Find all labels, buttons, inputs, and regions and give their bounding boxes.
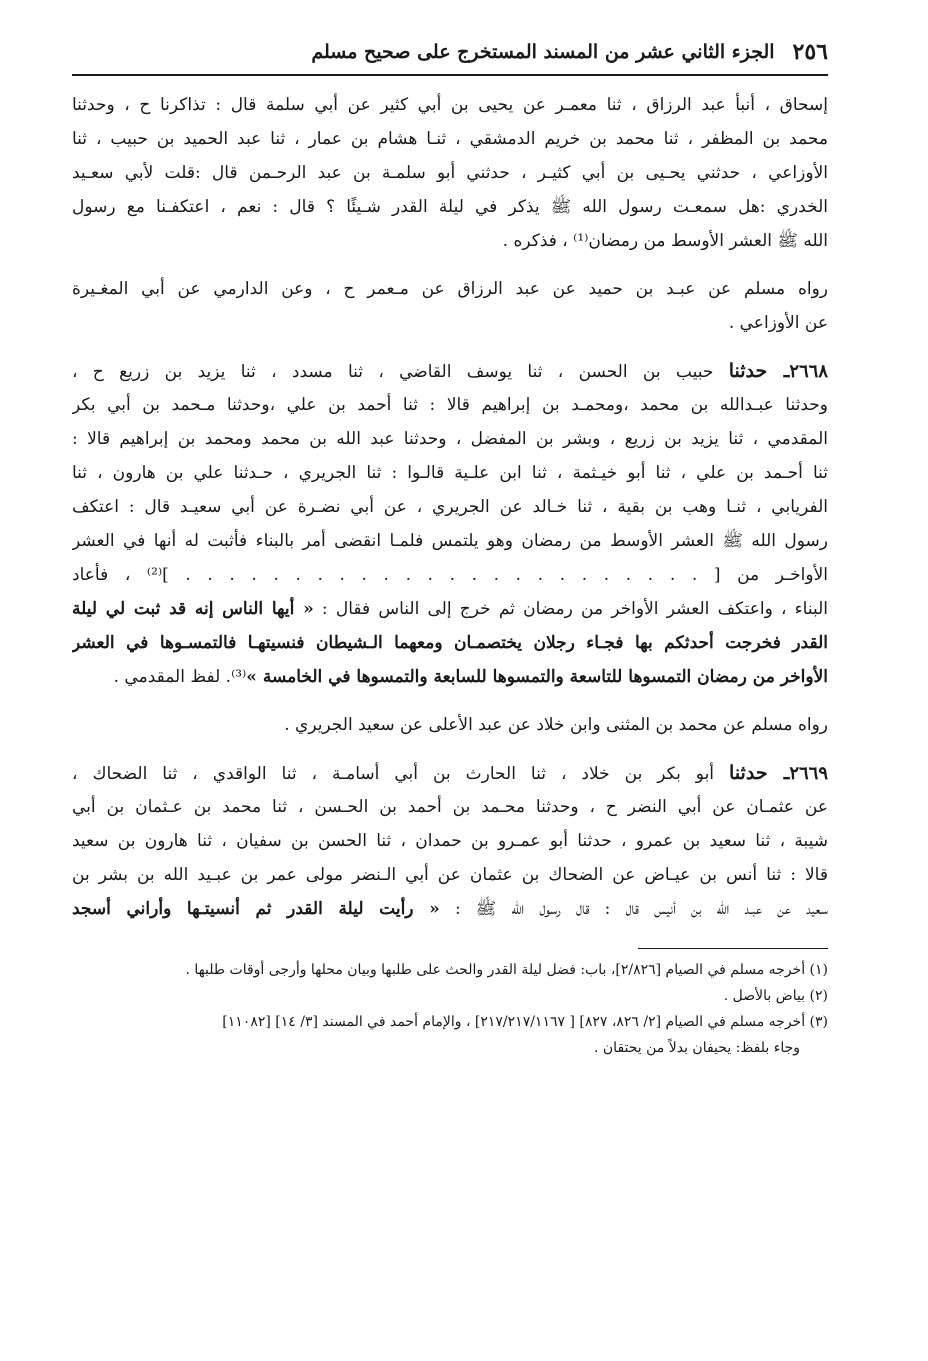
prophetic-saying: الأواخر من رمضان التمسوها للتاسعة والتمسوها للسابعة والتمسوها في الخامسة »: [246, 667, 828, 687]
text-line: محمد بن المظفر ، ثنا محمد بن خريم الدمشقي ، ثنـا هشام بن عمار ، ثنا عبد الحميد بن حبيب ، ثنا: [72, 129, 828, 149]
page-number: ٢٥٦: [792, 39, 828, 65]
haddathana-word: ـ حدثنا: [729, 762, 790, 784]
text-line: [72, 592, 828, 626]
text-line: عن الأوزاعي .: [728, 313, 828, 333]
footnotes: [72, 957, 828, 1061]
text-line: [72, 660, 828, 694]
text-segment: ⁽³⁾. لفظ المقدمي .: [113, 667, 247, 687]
text-line: ثنا أحـمد بن علي ، ثنا أبو خيـثمة ، ثنا ابن علـية قالـوا : ثنا الجريري ، حـدثنا علي بن هارون ، ثنا: [72, 463, 828, 483]
running-title: الجزء الثاني عشر من المسند المستخرج على صحيح مسلم: [311, 41, 775, 63]
text-line: رواه مسلم عن محمد بن المثنى وابن خلاد عن عبد الأعلى عن سعيد الجريري .: [284, 715, 828, 735]
text-line: الأوزاعي ، حدثني يحـيى بن أبي كثيـر ، حدثني أبو سلمـة بن عبد الرحـمن قال :قلت لأبي سعـيد: [72, 163, 828, 183]
paragraph-riwaya-1: [72, 272, 828, 340]
text-segment: أبو بكر بن خلاد ، ثنا الحارث بن أبي أسامـة ، ثنا الواقدي ، ثنا الضحاك ،: [72, 764, 715, 784]
text-line: الله ﷺ العشر الأوسط من رمضان⁽¹⁾ ، فذكره .: [502, 231, 828, 251]
footnote-3: (٣) أخرجه مسلم في الصيام [٢/ ٨٢٦، ٨٢٧] [ ٢١٧/٢١٧/١١٦٧] ، والإمام أحمد في المسند [٣/ ١٤] [١١٠٨٢]: [222, 1014, 828, 1030]
page-header: [72, 30, 828, 76]
text-segment: حبيب بن الحسن ، ثنا يوسف القاضي ، ثنا مسدد ، ثنا يزيد بن زريع ح ،: [72, 362, 714, 382]
main-text: [72, 88, 828, 926]
hadith-first-line: [72, 354, 828, 388]
text-segment: البناء ، واعتكف العشر الأواخر من رمضان ثم خرج إلى الناس فقال :: [321, 599, 828, 619]
text-line: الخدري :هل سمعـت رسول الله ﷺ يذكر في ليلة القدر شـيئًا ؟ قال : نعم ، اعتكفـنا مع رسول: [72, 197, 828, 217]
hadith-2669: [72, 756, 828, 926]
hadith-first-line: [72, 756, 828, 790]
prophetic-saying: « أيها الناس إنه قد ثبت لي ليلة: [72, 599, 314, 619]
text-line: رسول الله ﷺ العشر الأوسط من رمضان وهو يلتمس فلمـا انقضى أمر بالبناء فأثبت له أنها في العشر: [72, 531, 828, 551]
text-line: [72, 892, 828, 926]
footnote-separator: [638, 948, 828, 949]
hadith-number: ٢٦٦٨: [789, 361, 828, 382]
paragraph-isnad-1: [72, 88, 828, 258]
footnote-3-continuation: وجاء بلفظ: يحيفان بدلاً من يحتقان .: [594, 1040, 800, 1056]
hadith-number: ٢٦٦٩: [789, 763, 828, 784]
prophetic-saying-line: القدر فخرجت أحدثكم بها فجـاء رجلان يختصمـان ومعهما الـشيطان فنسيتهـا فالتمسـوها في العشر: [72, 633, 828, 653]
footnote-1: (١) أخرجه مسلم في الصيام [٢/٨٢٦]، باب: فضل ليلة القدر والحث على طلبها وبيان محلها وأرجى أوقات طلبها .: [185, 962, 828, 978]
text-line: إسحاق ، أنبأ عبد الرزاق ، ثنا معمـر عن يحيى بن أبي كثير عن أبي سلمة قال : تذاكرنا ح ، وحدثنا: [72, 95, 828, 115]
text-segment: سعيد عن عبـد الله بن أنيس قال : قال رسول الله ﷺ :: [454, 899, 828, 919]
text-line: الفريابي ، ثنـا وهب بن بقية ، ثنا خـالد عن الجريري ، عن أبي نضـرة عن أبي سعيـد قال : اعتكف: [72, 497, 828, 517]
text-line: عن عثمـان عن أبي النضر ح ، وحدثنا محـمد بن أحمد بن الحـسن ، ثنا محمد بن عـثمان بن أبي: [72, 797, 828, 817]
text-line: الأواخـر من [ . . . . . . . . . . . . . . . . . . . . . . . . ]⁽²⁾ ، فأعاد: [72, 565, 828, 585]
prophetic-saying: « رأيت ليلة القدر ثم أنسيتـها وأراني أسجد: [72, 899, 440, 919]
paragraph-riwaya-2: [72, 708, 828, 742]
book-page: [72, 30, 828, 1061]
text-line: وحدثنا عبـدالله بن محمد ،ومحمـد بن إبراهيم قالا : ثنا أحمد بن علي ،وحدثنا مـحمد بن أبي بكر: [72, 395, 828, 415]
hadith-2668: [72, 354, 828, 694]
haddathana-word: ـ حدثنا: [728, 360, 790, 382]
text-line: رواه مسلم عن عبـد بن حميد عن عبد الرزاق عن مـعمر ح ، وعن الدارمي عن أبي المغـيرة: [72, 279, 828, 299]
footnote-2: (٢) بياض بالأصل .: [723, 988, 828, 1004]
text-line: المقدمي ، ثنا يزيد بن زريع ، وبشر بن المفضل ، وحدثنا عبد الله بن محمد ومحمد بن إبراهيم قالا :: [72, 429, 828, 449]
text-line: شيبة ، ثنا سعيد بن عمرو ، حدثنا أبو عمـرو بن حمدان ، ثنا الحسن بن سفيان ، ثنا هارون بن سعيد: [72, 831, 828, 851]
text-line: قالا : ثنا أنس بن عيـاض عن الضحاك بن عثمان عن أبي الـنضر مولى عمر بن عبـيد الله بن بشر بن: [72, 865, 828, 885]
